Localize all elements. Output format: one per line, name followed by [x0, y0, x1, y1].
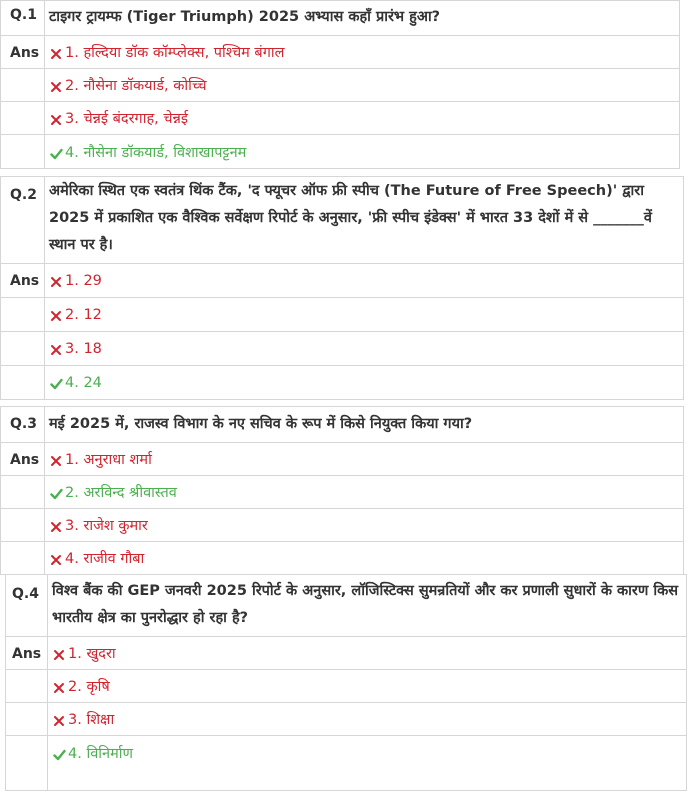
option-1	[45, 443, 684, 476]
option-4	[45, 135, 680, 169]
cross-icon	[50, 276, 63, 288]
question-block-4	[5, 574, 687, 791]
option-row	[1, 443, 684, 476]
option-text: 2. नौसेना डॉकयार्ड, कोच्चि	[65, 78, 207, 94]
option-text: 3. राजेश कुमार	[65, 518, 148, 534]
question-block-3	[0, 406, 684, 575]
option-row	[6, 703, 687, 736]
question-row	[1, 177, 684, 264]
cross-icon	[50, 310, 63, 322]
question-row	[1, 1, 680, 36]
option-text: 4. राजीव गौबा	[65, 551, 145, 567]
option-row	[6, 736, 687, 791]
cross-icon	[50, 521, 63, 533]
option-3	[45, 509, 684, 542]
option-text: 2. 12	[65, 306, 102, 323]
option-text: 4. 24	[65, 374, 102, 391]
option-row	[1, 264, 684, 298]
option-row	[6, 637, 687, 670]
question-block-2	[0, 176, 684, 400]
cross-icon	[53, 649, 66, 661]
option-text: 3. 18	[65, 340, 102, 357]
option-1	[48, 637, 687, 670]
option-text: 2. कृषि	[68, 679, 110, 695]
answer-label: Ans	[1, 264, 45, 298]
cross-icon	[50, 48, 63, 60]
answer-label: Ans	[6, 637, 48, 670]
option-row	[1, 298, 684, 332]
option-text: 1. 29	[65, 272, 102, 289]
cross-icon	[50, 554, 63, 566]
option-row	[6, 670, 687, 703]
option-text: 1. खुदरा	[68, 646, 116, 662]
option-text: 3. चेन्नई बंदरगाह, चेन्नई	[65, 111, 188, 127]
question-number: Q.4	[6, 575, 48, 637]
option-2	[48, 670, 687, 703]
check-icon	[50, 488, 63, 500]
option-text: 4. विनिर्माण	[68, 746, 133, 762]
option-3	[45, 102, 680, 135]
option-text: 1. हल्दिया डॉक कॉम्प्लेक्स, पश्चिम बंगाल	[65, 45, 285, 61]
question-number: Q.2	[1, 177, 45, 264]
option-row	[1, 476, 684, 509]
check-icon	[50, 378, 63, 390]
cross-icon	[53, 682, 66, 694]
question-text: अमेरिका स्थित एक स्वतंत्र थिंक टैंक, 'द फ्यूचर ऑफ फ्री स्पीच (The Future of Free Speech)' द्वारा 2025 में प्रकाशित एक वैश्विक सर्वेक्षण रिपोर्ट के अनुसार, 'फ्री स्पीच इंडेक्स' में भारत 33 देशों में से _______वें स्थान पर है।	[45, 177, 684, 264]
option-2	[45, 298, 684, 332]
cross-icon	[50, 81, 63, 93]
question-text: विश्व बैंक की GEP जनवरी 2025 रिपोर्ट के अनुसार, लॉजिस्टिक्स सुमन्रतियों और कर प्रणाली सुधारों के कारण किस भारतीय क्षेत्र का पुनरोद्धार हो रहा है?	[48, 575, 687, 637]
answer-label: Ans	[1, 443, 45, 476]
question-number: Q.3	[1, 407, 45, 443]
question-block-1	[0, 0, 680, 169]
cross-icon	[53, 715, 66, 727]
option-row	[1, 135, 680, 169]
option-text: 2. अरविन्द श्रीवास्तव	[65, 485, 177, 501]
question-table	[5, 574, 687, 791]
option-row	[1, 366, 684, 400]
option-row	[1, 542, 684, 575]
answer-label: Ans	[1, 36, 45, 69]
option-4	[45, 366, 684, 400]
question-number: Q.1	[1, 1, 45, 36]
option-2	[45, 69, 680, 102]
option-2	[45, 476, 684, 509]
option-text: 4. नौसेना डॉकयार्ड, विशाखापट्टनम	[65, 144, 247, 161]
option-row	[1, 509, 684, 542]
cross-icon	[50, 455, 63, 467]
option-4	[45, 542, 684, 575]
cross-icon	[50, 344, 63, 356]
question-table	[0, 0, 680, 169]
option-3	[45, 332, 684, 366]
option-3	[48, 703, 687, 736]
option-4	[48, 736, 687, 791]
question-table	[0, 406, 684, 575]
question-text: मई 2025 में, राजस्व विभाग के नए सचिव के रूप में किसे नियुक्त किया गया?	[45, 407, 684, 443]
option-row	[1, 332, 684, 366]
check-icon	[53, 749, 66, 761]
cross-icon	[50, 114, 63, 126]
option-row	[1, 102, 680, 135]
option-text: 1. अनुराधा शर्मा	[65, 452, 152, 468]
option-1	[45, 36, 680, 69]
option-row	[1, 36, 680, 69]
option-1	[45, 264, 684, 298]
check-icon	[50, 148, 63, 160]
question-row	[6, 575, 687, 637]
question-text: टाइगर ट्रायम्फ (Tiger Triumph) 2025 अभ्यास कहाँ प्रारंभ हुआ?	[45, 1, 680, 36]
option-text: 3. शिक्षा	[68, 712, 115, 728]
option-row	[1, 69, 680, 102]
question-row	[1, 407, 684, 443]
question-table	[0, 176, 684, 400]
